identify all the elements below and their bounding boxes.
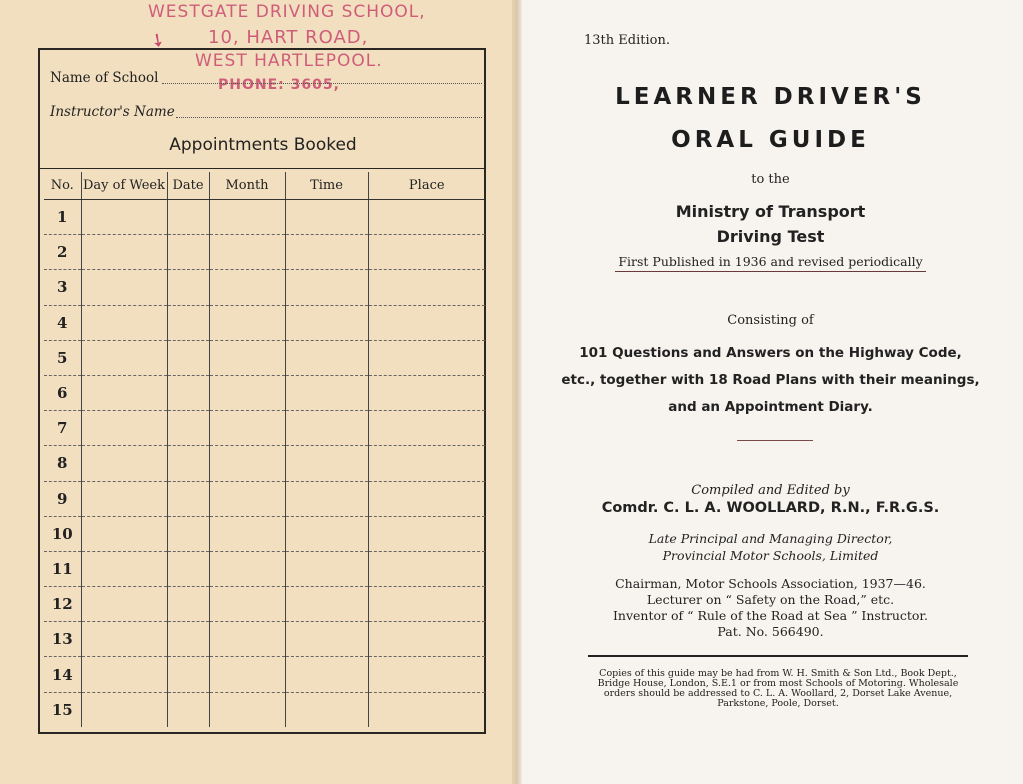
day-of-week-cell[interactable] [81, 657, 167, 692]
place-cell[interactable] [368, 587, 485, 622]
day-of-week-cell[interactable] [81, 587, 167, 622]
date-cell[interactable] [167, 235, 209, 270]
instructor-name-dotted-line [176, 117, 482, 118]
time-cell[interactable] [285, 305, 368, 340]
first-published-note [518, 254, 1023, 269]
contents-line1: 101 Questions and Answers on the Highway Code, [579, 345, 962, 361]
instructor-name-field[interactable] [50, 104, 175, 120]
month-cell[interactable] [209, 411, 285, 446]
stamp-school-name: WESTGATE DRIVING SCHOOL, [148, 2, 426, 22]
row-number: 9 [44, 481, 81, 516]
day-of-week-cell[interactable] [81, 340, 167, 375]
contents-line3: and an Appointment Diary. [668, 399, 873, 415]
day-of-week-cell[interactable] [81, 551, 167, 586]
time-cell[interactable] [285, 235, 368, 270]
contents-description [518, 340, 1023, 421]
day-of-week-cell[interactable] [81, 270, 167, 305]
time-cell[interactable] [285, 411, 368, 446]
date-cell[interactable] [167, 692, 209, 727]
school-name-dotted-line [162, 83, 482, 84]
school-name-label: Name of School [50, 70, 159, 86]
month-cell[interactable] [209, 375, 285, 410]
month-cell[interactable] [209, 270, 285, 305]
author-name: Comdr. C. L. A. WOOLLARD, R.N., F.R.G.S. [601, 500, 940, 516]
row-number: 7 [44, 411, 81, 446]
edition-label: 13th Edition. [584, 33, 670, 48]
col-header-no: No. [44, 172, 81, 200]
credentials-line1: Chairman, Motor Schools Association, 1937—46. [615, 576, 926, 591]
day-of-week-cell[interactable] [81, 411, 167, 446]
col-header-day-of-week: Day of Week [81, 172, 167, 200]
place-cell[interactable] [368, 235, 485, 270]
place-cell[interactable] [368, 516, 485, 551]
stamp-phone: PHONE: 3605, [218, 77, 340, 93]
credentials-line2: Lecturer on “ Safety on the Road,” etc. [646, 592, 895, 607]
date-cell[interactable] [167, 622, 209, 657]
appointment-row [44, 446, 485, 481]
date-cell[interactable] [167, 411, 209, 446]
place-cell[interactable] [368, 200, 485, 235]
credentials-line4: Pat. No. 566490. [717, 624, 824, 639]
book-title-line2: ORAL GUIDE [671, 127, 870, 153]
date-cell[interactable] [167, 375, 209, 410]
month-cell[interactable] [209, 657, 285, 692]
month-cell[interactable] [209, 446, 285, 481]
time-cell[interactable] [285, 551, 368, 586]
instructor-name-label: Instructor's Name [50, 104, 175, 120]
appointment-row [44, 375, 485, 410]
day-of-week-cell[interactable] [81, 516, 167, 551]
appointment-row [44, 516, 485, 551]
ministry-heading [518, 199, 1023, 249]
appointment-row [44, 692, 485, 727]
place-cell[interactable] [368, 622, 485, 657]
row-number: 10 [44, 516, 81, 551]
appointment-row [44, 411, 485, 446]
month-cell[interactable] [209, 235, 285, 270]
day-of-week-cell[interactable] [81, 305, 167, 340]
day-of-week-cell[interactable] [81, 200, 167, 235]
row-number: 12 [44, 587, 81, 622]
first-published-text: First Published in 1936 and revised periodically [615, 254, 925, 272]
time-cell[interactable] [285, 446, 368, 481]
stamp-town: WEST HARTLEPOOL. [195, 51, 383, 71]
month-cell[interactable] [209, 305, 285, 340]
compiled-by-text: Compiled and Edited by [691, 483, 850, 498]
footer-rule [588, 655, 968, 657]
time-cell[interactable] [285, 516, 368, 551]
date-cell[interactable] [167, 305, 209, 340]
place-cell[interactable] [368, 551, 485, 586]
former-role-line1: Late Principal and Managing Director, [648, 531, 893, 546]
month-cell[interactable] [209, 340, 285, 375]
place-cell[interactable] [368, 657, 485, 692]
date-cell[interactable] [167, 340, 209, 375]
section-divider [737, 440, 813, 441]
place-cell[interactable] [368, 481, 485, 516]
school-name-field[interactable] [50, 70, 158, 86]
ministry-line1: Ministry of Transport [675, 202, 866, 221]
col-header-date: Date [167, 172, 209, 200]
day-of-week-cell[interactable] [81, 692, 167, 727]
time-cell[interactable] [285, 270, 368, 305]
month-cell[interactable] [209, 200, 285, 235]
to-the-text: to the [751, 172, 790, 187]
table-header-row [44, 172, 485, 200]
row-number: 13 [44, 622, 81, 657]
day-of-week-cell[interactable] [81, 622, 167, 657]
date-cell[interactable] [167, 587, 209, 622]
row-number: 14 [44, 657, 81, 692]
date-cell[interactable] [167, 446, 209, 481]
time-cell[interactable] [285, 340, 368, 375]
appointment-row [44, 305, 485, 340]
appointments-title: Appointments Booked [169, 135, 357, 155]
day-of-week-cell[interactable] [81, 375, 167, 410]
time-cell[interactable] [285, 587, 368, 622]
row-number: 6 [44, 375, 81, 410]
appointment-row [44, 587, 485, 622]
month-cell[interactable] [209, 587, 285, 622]
month-cell[interactable] [209, 622, 285, 657]
month-cell[interactable] [209, 481, 285, 516]
time-cell[interactable] [285, 481, 368, 516]
date-cell[interactable] [167, 516, 209, 551]
place-cell[interactable] [368, 692, 485, 727]
place-cell[interactable] [368, 375, 485, 410]
row-number: 4 [44, 305, 81, 340]
stamp-arrow-icon: ➘ [145, 27, 170, 54]
former-role-line2: Provincial Motor Schools, Limited [662, 548, 879, 563]
time-cell[interactable] [285, 692, 368, 727]
stamp-address: 10, HART ROAD, [208, 27, 369, 48]
row-number: 2 [44, 235, 81, 270]
month-cell[interactable] [209, 692, 285, 727]
date-cell[interactable] [167, 270, 209, 305]
col-header-place: Place [368, 172, 485, 200]
col-header-month: Month [209, 172, 285, 200]
place-cell[interactable] [368, 270, 485, 305]
appointment-row [44, 340, 485, 375]
row-number: 3 [44, 270, 81, 305]
ministry-line2: Driving Test [716, 227, 825, 246]
consisting-of-text: Consisting of [727, 313, 814, 328]
author-credentials [518, 576, 1023, 640]
place-cell[interactable] [368, 411, 485, 446]
day-of-week-cell[interactable] [81, 481, 167, 516]
author-former-role [518, 530, 1023, 564]
appointment-row [44, 622, 485, 657]
col-header-time: Time [285, 172, 368, 200]
credentials-line3: Inventor of “ Rule of the Road at Sea ” Instructor. [612, 608, 929, 623]
appointments-table [44, 172, 485, 727]
time-cell[interactable] [285, 375, 368, 410]
day-of-week-cell[interactable] [81, 446, 167, 481]
time-cell[interactable] [285, 200, 368, 235]
appointment-row [44, 200, 485, 235]
date-cell[interactable] [167, 200, 209, 235]
distribution-note: Copies of this guide may be had from W. H. Smith & Son Ltd., Book Dept., Bridge House, London, S.E.1 or from most Schools of Motoring. Wholesale orders should be addressed to C. L. A. Woollard, 2, Dorset Lake Avenue, Parkstone, Poole, Dorset. [597, 668, 959, 709]
day-of-week-cell[interactable] [81, 235, 167, 270]
row-number: 5 [44, 340, 81, 375]
date-cell[interactable] [167, 481, 209, 516]
place-cell[interactable] [368, 305, 485, 340]
date-cell[interactable] [167, 551, 209, 586]
appointment-row [44, 270, 485, 305]
row-number: 15 [44, 692, 81, 727]
appointments-body [44, 200, 485, 727]
row-number: 8 [44, 446, 81, 481]
title-divider [38, 168, 486, 169]
month-cell[interactable] [209, 551, 285, 586]
appointment-row [44, 657, 485, 692]
book-title-line1: LEARNER DRIVER'S [615, 84, 926, 110]
appointment-row [44, 481, 485, 516]
place-cell[interactable] [368, 340, 485, 375]
time-cell[interactable] [285, 657, 368, 692]
month-cell[interactable] [209, 516, 285, 551]
date-cell[interactable] [167, 657, 209, 692]
appointment-row [44, 551, 485, 586]
time-cell[interactable] [285, 622, 368, 657]
appointment-row [44, 235, 485, 270]
place-cell[interactable] [368, 446, 485, 481]
row-number: 1 [44, 200, 81, 235]
contents-line2: etc., together with 18 Road Plans with their meanings, [561, 372, 980, 388]
row-number: 11 [44, 551, 81, 586]
